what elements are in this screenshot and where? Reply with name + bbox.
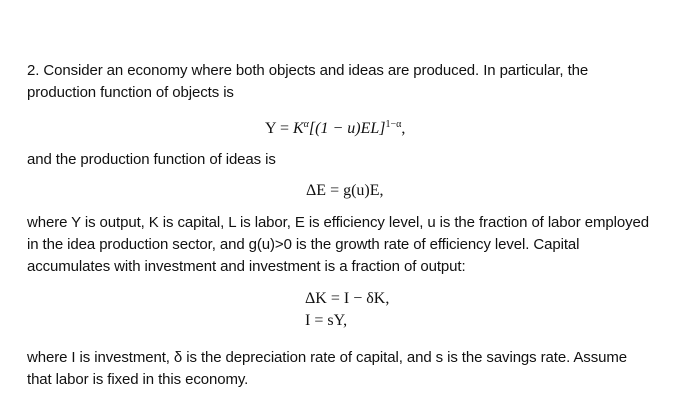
- objects-production-equation: [265, 119, 405, 139]
- eq-lhs: Y =: [265, 120, 293, 137]
- capital-accumulation-equation: ΔK = I − δK,: [305, 290, 390, 307]
- eq-base: K: [292, 120, 304, 137]
- intro-line: 2. Consider an economy where both objects and ideas are produced. In particular, the: [27, 62, 589, 79]
- closing-paragraph: [27, 347, 627, 391]
- eq-exponent-alpha: α: [303, 119, 309, 130]
- eq-body: [(1 − u)EL]: [308, 120, 386, 137]
- ideas-intro-text: and the production function of ideas is: [27, 151, 276, 168]
- closing-line: that labor is fixed in this economy.: [27, 371, 249, 388]
- investment-equation: I = sY,: [305, 312, 348, 329]
- definitions-paragraph: [27, 212, 649, 278]
- closing-line: where I is investment, δ is the depreciation rate of capital, and s is the savings rate. Assume: [27, 349, 627, 366]
- intro-paragraph: [27, 60, 588, 104]
- eq-exponent-one-minus-alpha: 1−α: [385, 119, 402, 130]
- definition-line: accumulates with investment and investment is a fraction of output:: [27, 258, 466, 275]
- ideas-production-equation: ΔE = g(u)E,: [306, 182, 384, 199]
- definition-line: in the idea production sector, and g(u)>0 is the growth rate of efficiency level. Capital: [27, 236, 580, 253]
- eq-tail: ,: [401, 120, 406, 137]
- intro-line: production function of objects is: [27, 84, 234, 101]
- definition-line: where Y is output, K is capital, L is labor, E is efficiency level, u is the fraction of labor employed: [27, 214, 649, 231]
